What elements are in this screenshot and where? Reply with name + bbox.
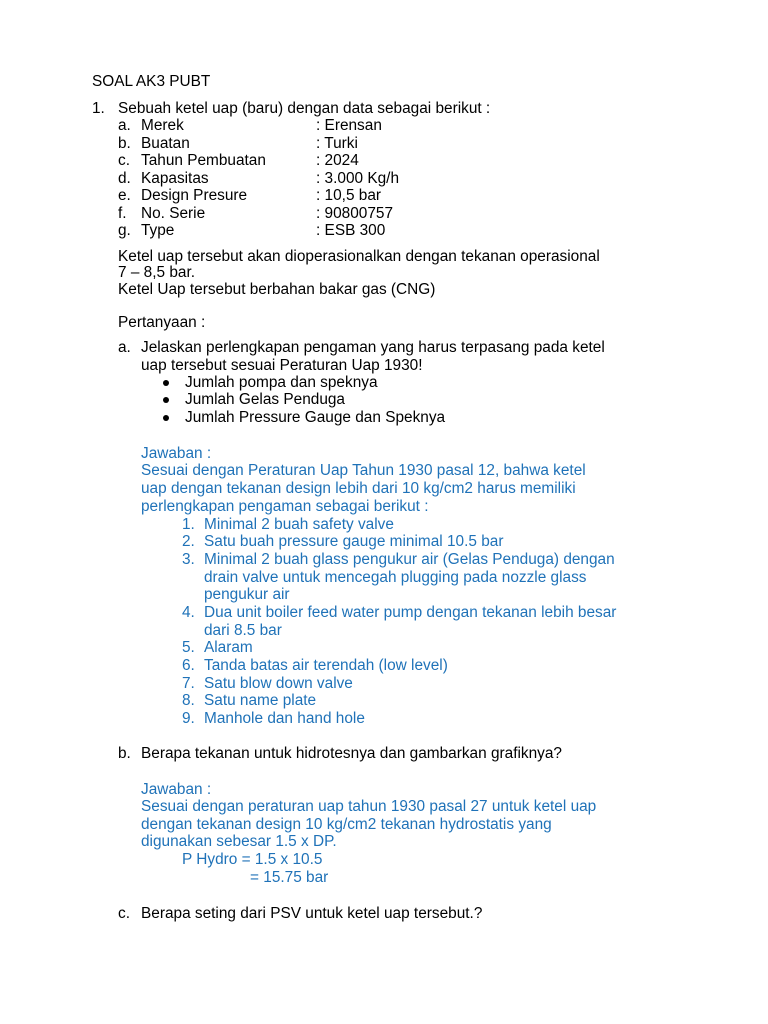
item-number: 1. <box>182 516 195 533</box>
answer-label: Jawaban : <box>141 781 212 798</box>
spec-label: Buatan <box>141 135 190 152</box>
item-number: 3. <box>182 551 195 568</box>
spec-label: Merek <box>141 117 184 134</box>
item-number: 8. <box>182 692 195 709</box>
item-number: 2. <box>182 533 195 550</box>
answer-text: dengan tekanan design 10 kg/cm2 tekanan hydrostatis yang <box>141 816 552 833</box>
bullet-item: Jumlah Pressure Gauge dan Speknya <box>185 409 446 426</box>
item-text: Minimal 2 buah safety valve <box>204 516 394 533</box>
answer-text: Sesuai dengan Peraturan Uap Tahun 1930 pasal 12, bahwa ketel <box>141 462 586 479</box>
spec-label: No. Serie <box>141 205 206 222</box>
item-number: 6. <box>182 657 195 674</box>
spec-value: : Turki <box>316 135 358 152</box>
question-letter: b. <box>118 745 131 762</box>
item-text: Alaram <box>204 639 253 656</box>
question-text: Jelaskan perlengkapan pengaman yang harus terpasang pada ketel <box>141 339 605 356</box>
questions-label: Pertanyaan : <box>118 314 206 331</box>
formula-line: P Hydro = 1.5 x 10.5 <box>182 851 323 868</box>
spec-label: Type <box>141 222 175 239</box>
bullet-dot <box>163 397 169 403</box>
item-text: Dua unit boiler feed water pump dengan tekanan lebih besar <box>204 604 617 621</box>
spec-value: : Erensan <box>316 117 382 134</box>
spec-letter: b. <box>118 135 131 152</box>
bullet-dot <box>163 380 169 386</box>
bullet-dot <box>163 415 169 421</box>
operation-text: 7 – 8,5 bar. <box>118 264 196 281</box>
item-text: drain valve untuk mencegah plugging pada nozzle glass <box>204 569 587 586</box>
bullet-item: Jumlah pompa dan speknya <box>185 374 378 391</box>
spec-value: : 90800757 <box>316 205 394 222</box>
item-text: dari 8.5 bar <box>204 622 282 639</box>
item-text: pengukur air <box>204 586 290 603</box>
question-text: Berapa seting dari PSV untuk ketel uap tersebut.? <box>141 905 483 922</box>
item-number: 9. <box>182 710 195 727</box>
formula-result: = 15.75 bar <box>250 869 329 886</box>
item-text: Minimal 2 buah glass pengukur air (Gelas Penduga) dengan <box>204 551 615 568</box>
spec-label: Kapasitas <box>141 170 209 187</box>
answer-label: Jawaban : <box>141 445 212 462</box>
question-letter: c. <box>118 905 130 922</box>
spec-label: Design Presure <box>141 187 248 204</box>
answer-text: uap dengan tekanan design lebih dari 10 kg/cm2 harus memiliki <box>141 480 576 497</box>
spec-letter: a. <box>118 117 131 134</box>
spec-value: : ESB 300 <box>316 222 386 239</box>
fuel-text: Ketel Uap tersebut berbahan bakar gas (CNG) <box>118 281 436 298</box>
spec-value: : 10,5 bar <box>316 187 382 204</box>
question-text: uap tersebut sesuai Peraturan Uap 1930! <box>141 357 423 374</box>
spec-letter: e. <box>118 187 131 204</box>
question-number: 1. <box>92 100 105 117</box>
item-number: 4. <box>182 604 195 621</box>
spec-letter: f. <box>118 205 127 222</box>
bullet-item: Jumlah Gelas Penduga <box>185 391 345 408</box>
spec-label: Tahun Pembuatan <box>141 152 266 169</box>
item-number: 5. <box>182 639 195 656</box>
answer-text: digunakan sebesar 1.5 x DP. <box>141 833 337 850</box>
question-letter: a. <box>118 339 131 356</box>
item-text: Manhole dan hand hole <box>204 710 365 727</box>
operation-text: Ketel uap tersebut akan dioperasionalkan dengan tekanan operasional <box>118 248 600 265</box>
question-intro: Sebuah ketel uap (baru) dengan data sebagai berikut : <box>118 100 491 117</box>
item-number: 7. <box>182 675 195 692</box>
page-title: SOAL AK3 PUBT <box>92 73 211 90</box>
spec-letter: d. <box>118 170 131 187</box>
item-text: Satu blow down valve <box>204 675 353 692</box>
spec-value: : 2024 <box>316 152 359 169</box>
spec-letter: c. <box>118 152 130 169</box>
item-text: Satu buah pressure gauge minimal 10.5 bar <box>204 533 504 550</box>
item-text: Tanda batas air terendah (low level) <box>204 657 448 674</box>
spec-value: : 3.000 Kg/h <box>316 170 400 187</box>
answer-text: Sesuai dengan peraturan uap tahun 1930 pasal 27 untuk ketel uap <box>141 798 597 815</box>
answer-text: perlengkapan pengaman sebagai berikut : <box>141 498 429 515</box>
item-text: Satu name plate <box>204 692 317 709</box>
question-text: Berapa tekanan untuk hidrotesnya dan gambarkan grafiknya? <box>141 745 562 762</box>
spec-letter: g. <box>118 222 131 239</box>
